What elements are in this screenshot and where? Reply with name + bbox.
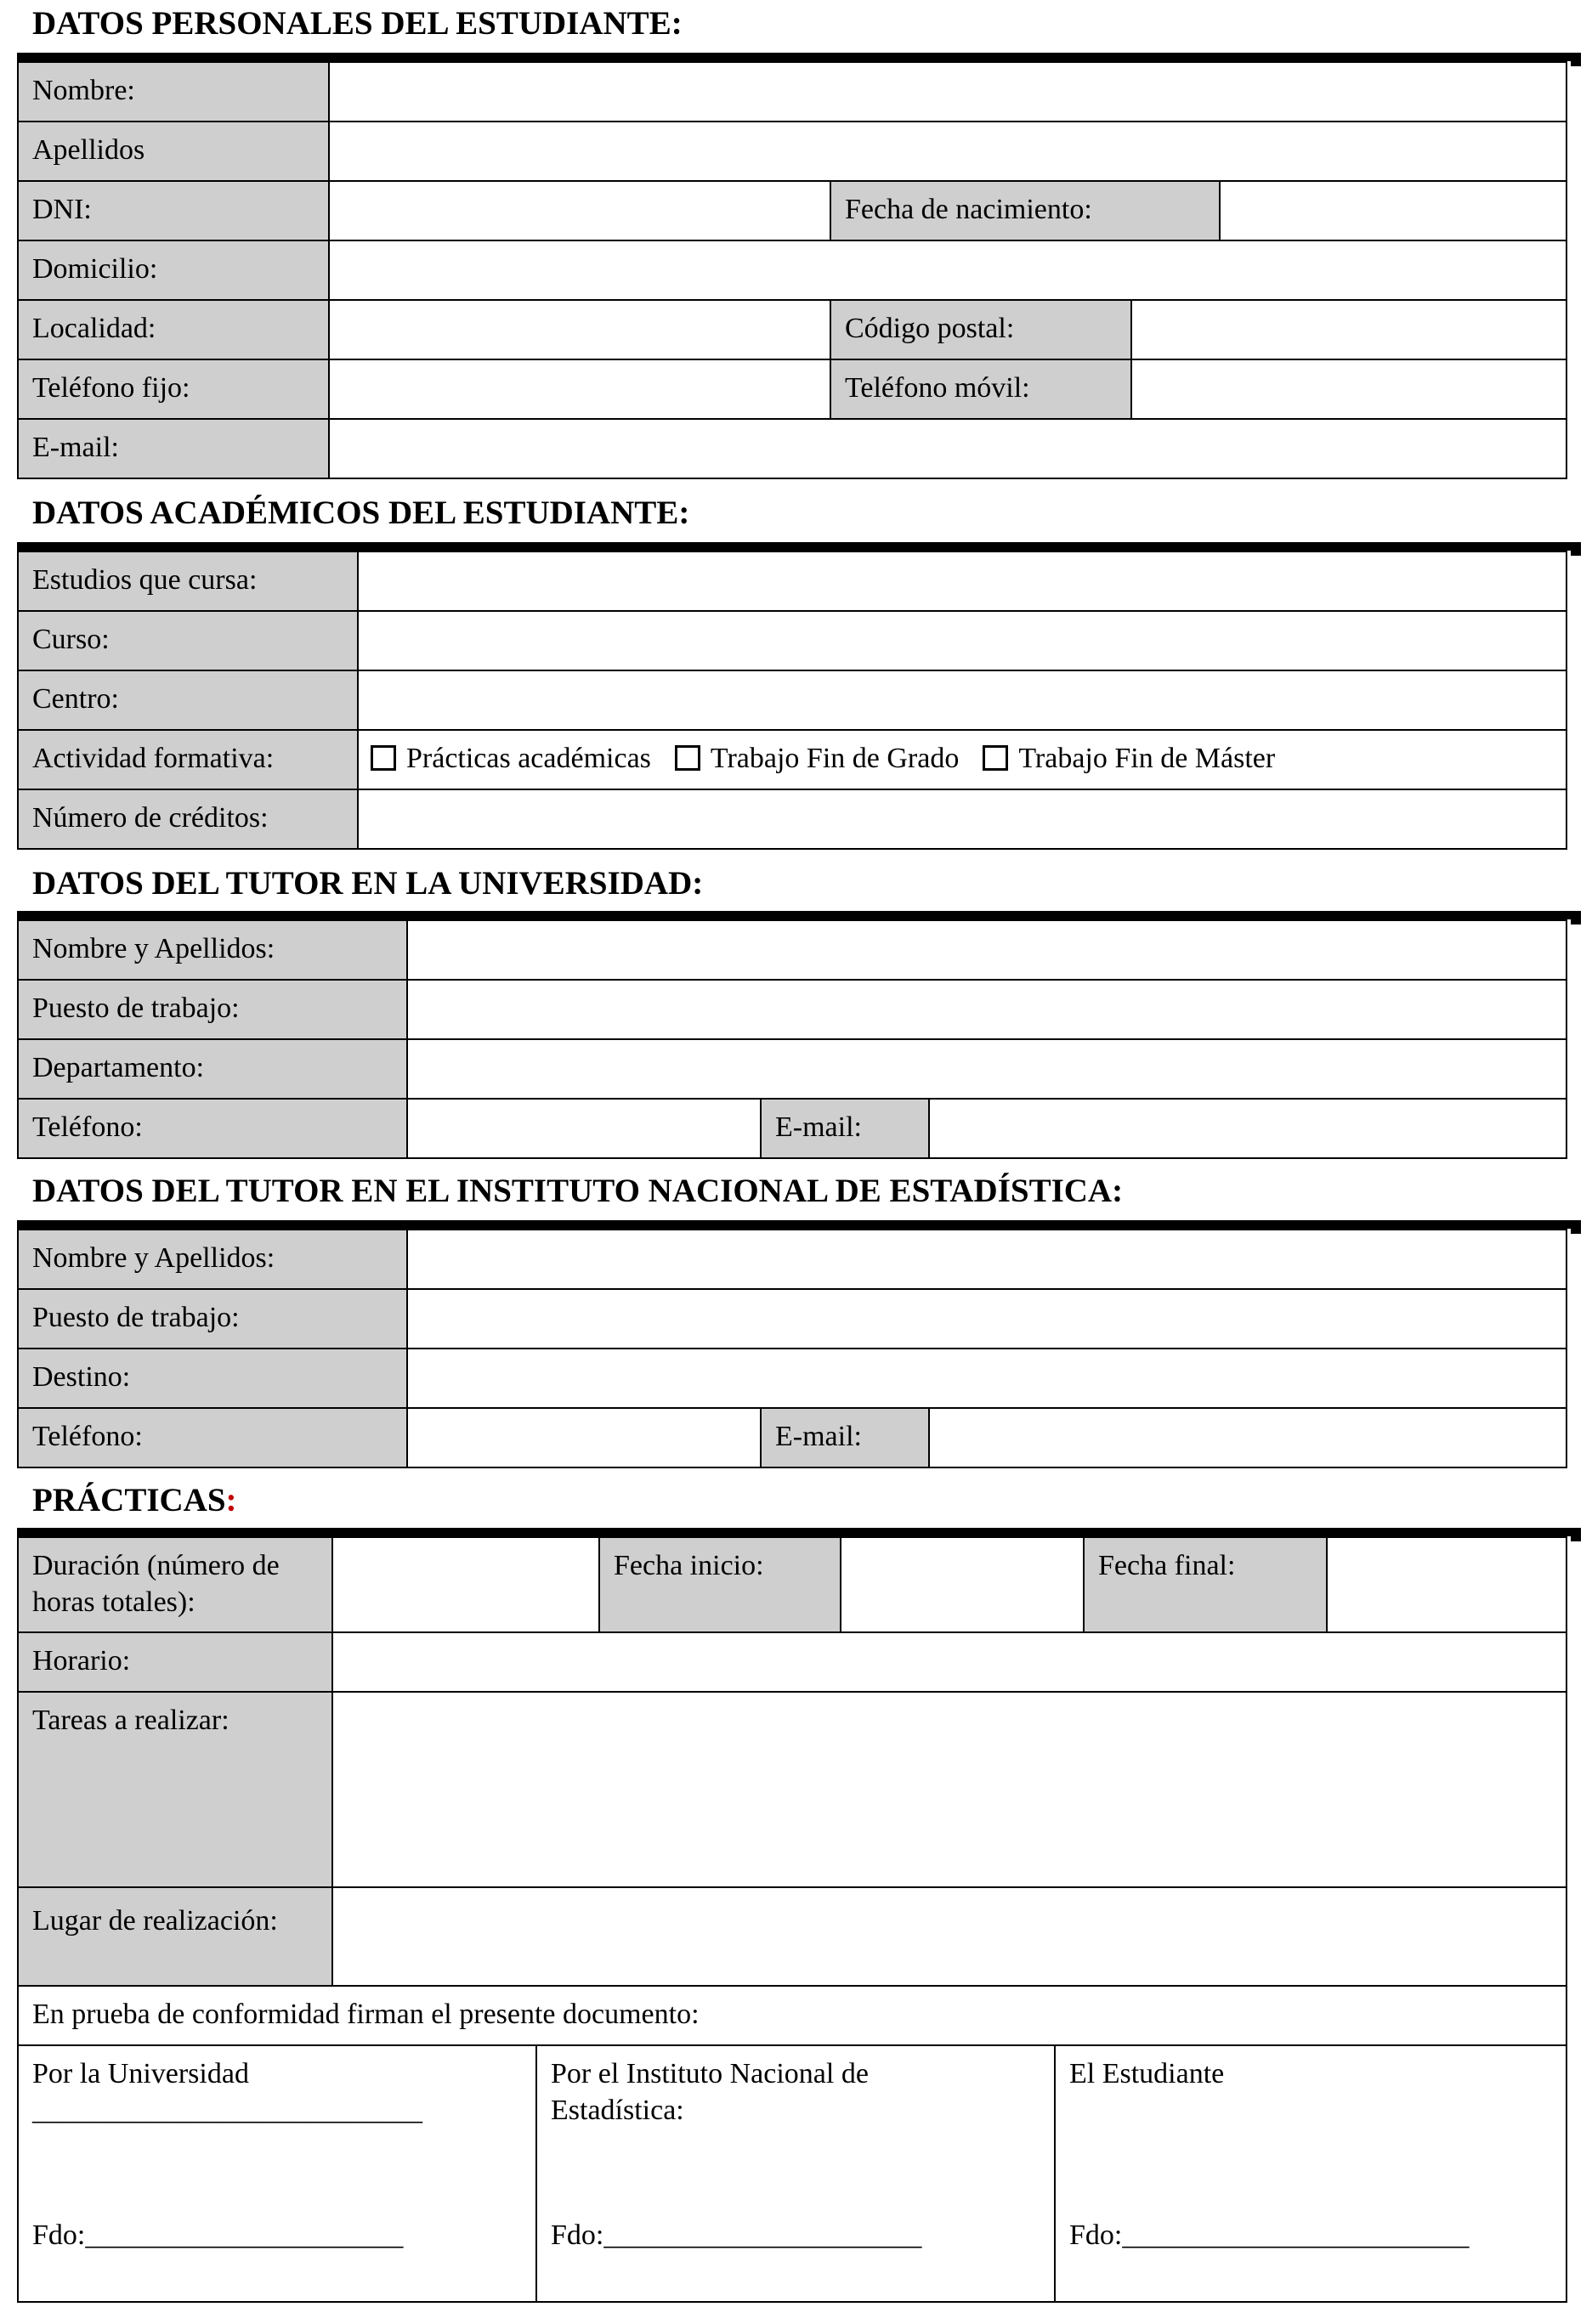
signature-label-universidad: Por la Universidad (32, 2058, 249, 2089)
field-curso[interactable] (357, 610, 1567, 671)
field-ut-nombre[interactable] (406, 919, 1567, 981)
label-ine-email: E-mail: (760, 1407, 930, 1468)
label-ine-telefono: Teléfono: (17, 1407, 408, 1468)
label-ut-puesto: Puesto de trabajo: (17, 979, 408, 1040)
section-rule (17, 1528, 1581, 1536)
field-fecha-nacimiento[interactable] (1219, 180, 1567, 241)
section-title-ine-tutor: DATOS DEL TUTOR EN EL INSTITUTO NACIONAL DE ESTADÍSTICA: (32, 1173, 1124, 1209)
label-ut-nombre: Nombre y Apellidos: (17, 919, 408, 981)
checkbox-tfm[interactable] (983, 743, 1275, 774)
label-localidad: Localidad: (17, 299, 330, 360)
signature-box-universidad[interactable] (17, 2044, 537, 2303)
label-ine-puesto: Puesto de trabajo: (17, 1288, 408, 1349)
field-ut-puesto[interactable] (406, 979, 1567, 1040)
label-lugar: Lugar de realización: (17, 1886, 333, 1987)
field-ine-puesto[interactable] (406, 1288, 1567, 1349)
section-title-practicas (32, 1484, 237, 1517)
signature-box-estudiante[interactable] (1054, 2044, 1567, 2303)
label-centro: Centro: (17, 670, 359, 731)
label-fecha-final: Fecha final: (1083, 1536, 1328, 1633)
field-codigo-postal[interactable] (1130, 299, 1567, 360)
signature-label-estudiante: El Estudiante (1069, 2058, 1225, 2089)
section-rule (17, 542, 1581, 551)
section-title-academic: DATOS ACADÉMICOS DEL ESTUDIANTE: (32, 495, 690, 531)
option-label: Trabajo Fin de Máster (1018, 743, 1276, 774)
field-fecha-final[interactable] (1326, 1536, 1567, 1633)
label-ine-nombre: Nombre y Apellidos: (17, 1229, 408, 1290)
section-rule (17, 53, 1581, 61)
label-nombre: Nombre: (17, 61, 330, 122)
checkbox-icon[interactable] (983, 745, 1008, 771)
practicas-title-text: PRÁCTICAS (32, 1482, 226, 1518)
label-dni: DNI: (17, 180, 330, 241)
label-codigo-postal: Código postal: (830, 299, 1132, 360)
section-title-personal: DATOS PERSONALES DEL ESTUDIANTE: (32, 5, 683, 42)
label-telefono-fijo: Teléfono fijo: (17, 359, 330, 420)
fdo-ine: Fdo:______________________ (551, 2219, 922, 2251)
field-domicilio[interactable] (328, 240, 1567, 301)
field-duracion[interactable] (331, 1536, 600, 1633)
label-domicilio: Domicilio: (17, 240, 330, 301)
practicas-title-colon: : (225, 1482, 237, 1518)
field-ine-telefono[interactable] (406, 1407, 762, 1468)
field-creditos[interactable] (357, 789, 1567, 850)
field-telefono-fijo[interactable] (328, 359, 831, 420)
actividad-options (357, 729, 1567, 790)
section-rule (17, 1220, 1581, 1229)
option-label: Prácticas académicas (406, 743, 651, 774)
label-telefono-movil: Teléfono móvil: (830, 359, 1132, 420)
label-actividad: Actividad formativa: (17, 729, 359, 790)
fdo-estudiante: Fdo:________________________ (1069, 2219, 1470, 2251)
field-localidad[interactable] (328, 299, 831, 360)
field-email[interactable] (328, 418, 1567, 479)
label-tareas: Tareas a realizar: (17, 1691, 333, 1888)
option-label: Trabajo Fin de Grado (710, 743, 960, 774)
label-fecha-inicio: Fecha inicio: (598, 1536, 841, 1633)
label-ut-telefono: Teléfono: (17, 1098, 408, 1159)
label-fecha-nacimiento: Fecha de nacimiento: (830, 180, 1221, 241)
section-title-university-tutor: DATOS DEL TUTOR EN LA UNIVERSIDAD: (32, 865, 704, 902)
field-lugar[interactable] (331, 1886, 1567, 1987)
label-apellidos: Apellidos (17, 121, 330, 182)
label-estudios: Estudios que cursa: (17, 551, 359, 612)
label-horario: Horario: (17, 1631, 333, 1693)
label-ut-departamento: Departamento: (17, 1038, 408, 1100)
field-nombre[interactable] (328, 61, 1567, 122)
section-rule (17, 911, 1581, 919)
field-ine-nombre[interactable] (406, 1229, 1567, 1290)
field-horario[interactable] (331, 1631, 1567, 1693)
field-dni[interactable] (328, 180, 831, 241)
signatures-intro: En prueba de conformidad firman el presente documento: (17, 1985, 1567, 2046)
field-apellidos[interactable] (328, 121, 1567, 182)
label-ine-destino: Destino: (17, 1348, 408, 1409)
field-ut-telefono[interactable] (406, 1098, 762, 1159)
checkbox-tfg[interactable] (675, 743, 959, 774)
fdo-universidad: Fdo:______________________ (32, 2219, 404, 2251)
field-tareas[interactable] (331, 1691, 1567, 1888)
label-ut-email: E-mail: (760, 1098, 930, 1159)
label-creditos: Número de créditos: (17, 789, 359, 850)
checkbox-icon[interactable] (371, 745, 396, 771)
field-ut-email[interactable] (928, 1098, 1567, 1159)
field-centro[interactable] (357, 670, 1567, 731)
label-duracion: Duración (número de horas totales): (17, 1536, 333, 1633)
field-ut-departamento[interactable] (406, 1038, 1567, 1100)
field-estudios[interactable] (357, 551, 1567, 612)
field-ine-email[interactable] (928, 1407, 1567, 1468)
field-telefono-movil[interactable] (1130, 359, 1567, 420)
checkbox-practicas[interactable] (371, 743, 651, 774)
label-email: E-mail: (17, 418, 330, 479)
checkbox-icon[interactable] (675, 745, 700, 771)
signature-line-universidad: ___________________________ (32, 2094, 422, 2126)
signature-label-ine: Por el Instituto Nacional de Estadística: (551, 2058, 869, 2126)
label-curso: Curso: (17, 610, 359, 671)
field-ine-destino[interactable] (406, 1348, 1567, 1409)
field-fecha-inicio[interactable] (840, 1536, 1085, 1633)
signature-box-ine[interactable] (535, 2044, 1056, 2303)
